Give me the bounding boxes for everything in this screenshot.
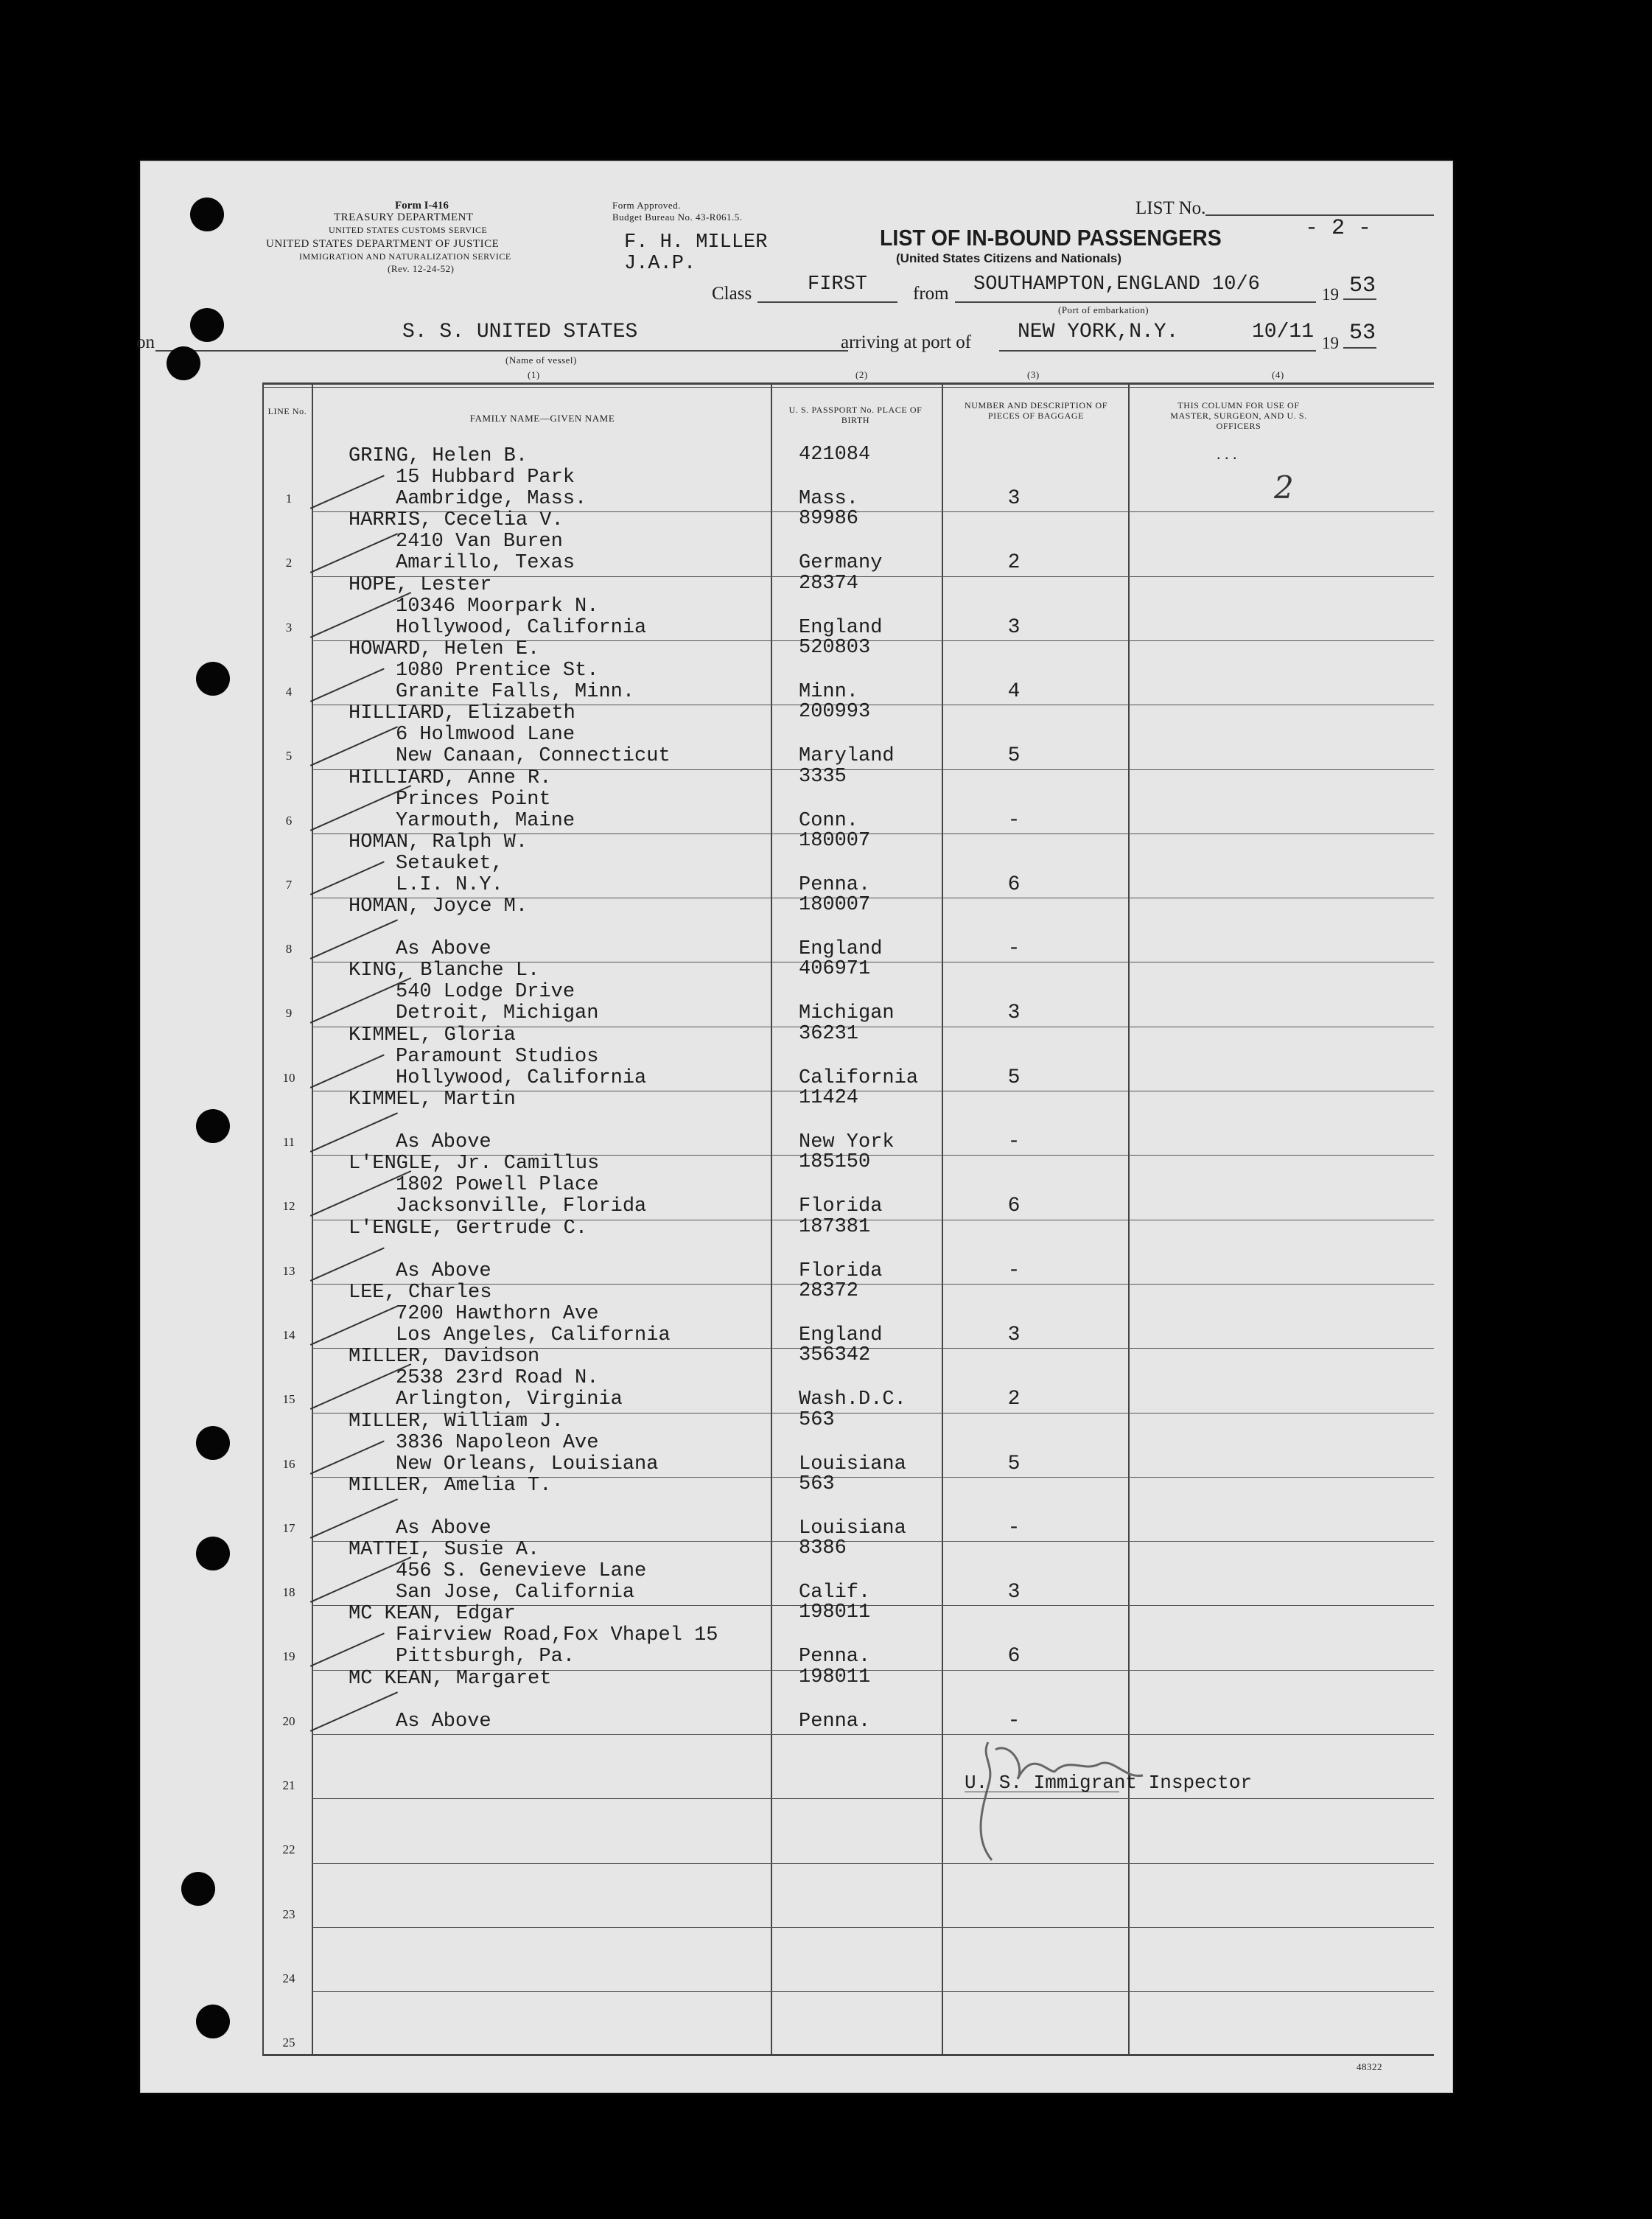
place-of-birth: Penna. (799, 873, 871, 896)
place-of-birth: Calif. (799, 1582, 871, 1604)
baggage-count: 6 (1007, 1195, 1021, 1218)
check-mark (310, 726, 399, 766)
typed-name-officer: F. H. MILLER (624, 231, 768, 254)
place-of-birth: Maryland (799, 745, 895, 768)
on-label: on (136, 332, 155, 352)
line-number: 2 (285, 556, 293, 570)
passenger-name: MC KEAN, Margaret (349, 1667, 552, 1690)
passport-number: 563 (799, 1408, 835, 1431)
col-num-4: (4) (1272, 369, 1284, 380)
check-mark (310, 1440, 385, 1475)
year1-underline (1343, 298, 1376, 300)
passenger-address: Princes Point (396, 788, 551, 811)
baggage-count: 5 (1007, 1452, 1021, 1475)
col-num-3: (3) (1027, 369, 1040, 380)
passenger-name: MATTEI, Susie A. (349, 1539, 540, 1562)
arrival-date: 10/11 (1252, 321, 1315, 343)
passenger-city: San Jose, California (396, 1582, 635, 1604)
col-num-2: (2) (855, 369, 868, 380)
document-subtitle: (United States Citizens and Nationals) (896, 251, 1122, 265)
passenger-city: Yarmouth, Maine (396, 809, 575, 832)
passport-number: 520803 (799, 636, 871, 659)
row-separator (312, 1927, 1434, 1928)
binder-hole (190, 308, 224, 342)
passport-number: 8386 (799, 1537, 847, 1560)
col-num-1: (1) (528, 369, 540, 380)
row-separator (312, 1991, 1434, 1992)
customs-service: UNITED STATES CUSTOMS SERVICE (329, 225, 488, 235)
vessel-name: S. S. UNITED STATES (402, 321, 638, 343)
row-separator (312, 1734, 1434, 1735)
line-number: 9 (285, 1006, 293, 1021)
header-name: FAMILY NAME—GIVEN NAME (469, 413, 615, 424)
class-underline (757, 301, 897, 303)
place-of-birth: New York (799, 1131, 895, 1153)
place-of-birth: Penna. (799, 1646, 871, 1668)
list-number: - 2 - (1305, 216, 1372, 241)
line-number: 4 (285, 684, 293, 699)
passport-number: 180007 (799, 829, 871, 852)
line-number: 18 (282, 1585, 295, 1600)
year-embarkation: 53 (1349, 273, 1376, 298)
passenger-name: LEE, Charles (349, 1281, 492, 1304)
passenger-name: MILLER, William J. (349, 1410, 564, 1433)
from-label: from (913, 284, 949, 304)
passenger-address: 540 Lodge Drive (396, 981, 575, 1004)
check-mark (310, 861, 385, 895)
passenger-city: L.I. N.Y. (396, 873, 503, 896)
line-number: 6 (285, 813, 293, 828)
passport-number: 89986 (799, 508, 859, 531)
class-label: Class (712, 284, 752, 304)
list-number-label: LIST No. (1135, 198, 1206, 218)
baggage-count: 3 (1007, 1002, 1021, 1025)
vessel-underline (155, 350, 848, 352)
line-number: 17 (282, 1520, 295, 1535)
document-title: LIST OF IN-BOUND PASSENGERS (880, 225, 1222, 251)
baggage-count: 3 (1007, 487, 1021, 510)
passenger-name: HOMAN, Joyce M. (349, 895, 528, 918)
passenger-name: GRING, Helen B. (349, 445, 528, 467)
passenger-address: Setauket, (396, 852, 503, 875)
place-of-birth: Florida (799, 1195, 883, 1218)
baggage-count: 3 (1007, 1581, 1021, 1604)
check-mark (310, 919, 399, 960)
passenger-name: KIMMEL, Gloria (349, 1024, 516, 1046)
passport-number: 28372 (799, 1279, 859, 1302)
place-of-birth: Mass. (799, 488, 859, 510)
check-mark (310, 1633, 385, 1668)
inspector-label: U. S. Immigrant Inspector (965, 1772, 1253, 1794)
line-number: 22 (282, 1842, 295, 1857)
passenger-name: HILLIARD, Elizabeth (349, 702, 575, 725)
check-mark (310, 475, 385, 509)
row-separator (312, 1798, 1434, 1799)
check-mark (310, 1498, 399, 1539)
officer-mark: 2 (1274, 469, 1294, 506)
line-number: 25 (282, 2035, 295, 2050)
baggage-count: 3 (1007, 1323, 1021, 1346)
baggage-count: 4 (1007, 679, 1021, 703)
place-of-birth: Conn. (799, 809, 859, 832)
passenger-name: MILLER, Davidson (349, 1346, 540, 1369)
port-of-embarkation: SOUTHAMPTON,ENGLAND 10/6 (973, 273, 1260, 296)
line-number: 19 (282, 1649, 295, 1664)
place-of-birth: Penna. (799, 1710, 871, 1733)
passport-number: 421084 (799, 444, 871, 466)
place-of-birth: California (799, 1066, 919, 1089)
baggage-count: - (1007, 937, 1021, 961)
check-mark (310, 1247, 385, 1282)
passenger-name: KIMMEL, Martin (349, 1088, 516, 1111)
line-number: 15 (282, 1392, 295, 1407)
line-number: 16 (282, 1456, 295, 1471)
passenger-city: As Above (396, 1710, 491, 1733)
passenger-name: KING, Blanche L. (349, 960, 540, 982)
binder-hole (196, 662, 230, 696)
row-separator (312, 1863, 1434, 1864)
place-of-birth: England (799, 1324, 883, 1346)
baggage-count: 2 (1007, 1388, 1021, 1411)
line-number: 12 (282, 1199, 295, 1214)
budget-bureau: Budget Bureau No. 43-R061.5. (612, 212, 743, 223)
passenger-address: Paramount Studios (396, 1045, 599, 1068)
baggage-count: 6 (1007, 1645, 1021, 1668)
passenger-name: HARRIS, Cecelia V. (349, 509, 564, 532)
table-top-line-2 (262, 387, 1434, 388)
baggage-count: 5 (1007, 1066, 1021, 1089)
passenger-name: HILLIARD, Anne R. (349, 766, 552, 789)
passenger-city: As Above (396, 1517, 491, 1540)
passenger-city: Amarillo, Texas (396, 552, 575, 575)
place-of-birth: England (799, 616, 883, 639)
passenger-address: 6 Holmwood Lane (396, 724, 575, 747)
passport-number: 406971 (799, 958, 871, 981)
port-of-arrival: NEW YORK,N.Y. (1018, 321, 1179, 343)
place-of-birth: Florida (799, 1259, 883, 1282)
place-of-birth: Louisiana (799, 1517, 906, 1540)
passenger-address: 1080 Prentice St. (396, 659, 599, 682)
manifest-page (136, 161, 1453, 2093)
baggage-count: 6 (1007, 873, 1021, 896)
binder-hole (196, 2005, 230, 2038)
typed-initials: J.A.P. (624, 253, 696, 275)
table-bottom-line (262, 2054, 1434, 2056)
passport-number: 180007 (799, 894, 871, 917)
class-value: FIRST (808, 273, 868, 296)
passenger-name: L'ENGLE, Jr. Camillus (349, 1153, 600, 1175)
passport-number: 187381 (799, 1215, 871, 1238)
baggage-count: - (1007, 1259, 1021, 1282)
passenger-city: Granite Falls, Minn. (396, 680, 635, 703)
year-prefix-1: 19 (1322, 285, 1339, 304)
passenger-city: Hollywood, California (396, 616, 647, 639)
passport-number: 36231 (799, 1022, 859, 1045)
baggage-count: 3 (1007, 615, 1021, 639)
officer-dots: . . . (1217, 444, 1237, 463)
form-identifier: 48322 (1357, 2061, 1382, 2072)
place-of-birth: England (799, 938, 883, 961)
passenger-name: HOWARD, Helen E. (349, 637, 540, 660)
year2-underline (1343, 347, 1376, 349)
passenger-city: Pittsburgh, Pa. (396, 1646, 575, 1668)
passenger-name: L'ENGLE, Gertrude C. (349, 1217, 588, 1240)
check-mark (310, 668, 385, 702)
from-underline (955, 301, 1316, 303)
place-of-birth: Louisiana (799, 1453, 906, 1475)
passenger-city: Jacksonville, Florida (396, 1195, 647, 1218)
passenger-address: 456 S. Genevieve Lane (396, 1560, 647, 1583)
passport-number: 185150 (799, 1151, 871, 1174)
passenger-city: Detroit, Michigan (396, 1002, 599, 1025)
line-number: 11 (282, 1135, 295, 1149)
passenger-city: Arlington, Virginia (396, 1388, 623, 1411)
place-of-birth: Germany (799, 552, 883, 575)
passenger-city: As Above (396, 1131, 491, 1153)
port-embarkation-caption: (Port of embarkation) (1058, 304, 1149, 315)
passenger-name: MILLER, Amelia T. (349, 1474, 552, 1497)
passenger-address: 7200 Hawthorn Ave (396, 1302, 599, 1325)
baggage-count: - (1007, 1516, 1021, 1540)
treasury-department: TREASURY DEPARTMENT (334, 212, 474, 223)
table-top-line (262, 382, 1434, 385)
passport-number: 356342 (799, 1344, 871, 1367)
passport-number: 3335 (799, 765, 847, 788)
binder-hole (196, 1537, 230, 1570)
line-number: 3 (285, 620, 293, 635)
passenger-address: 1802 Powell Place (396, 1174, 599, 1197)
passenger-address: 2538 23rd Road N. (396, 1367, 599, 1390)
check-mark (310, 1691, 399, 1732)
check-mark (310, 1305, 399, 1346)
place-of-birth: Wash.D.C. (799, 1388, 906, 1411)
binder-hole (190, 198, 224, 231)
passport-number: 563 (799, 1472, 835, 1495)
header-line-no: LINE No. (267, 406, 307, 416)
place-of-birth: Minn. (799, 680, 859, 703)
header-passport: U. S. PASSPORT No. PLACE OF BIRTH (788, 405, 923, 425)
passenger-city: New Canaan, Connecticut (396, 745, 671, 768)
passenger-address: Fairview Road,Fox Vhapel 15 (396, 1624, 718, 1647)
year-prefix-2: 19 (1322, 334, 1339, 352)
passenger-address: 10346 Moorpark N. (396, 595, 599, 618)
header-baggage: NUMBER AND DESCRIPTION OF PIECES OF BAGGAGE (964, 400, 1108, 421)
line-number: 21 (282, 1778, 295, 1792)
line-number: 7 (285, 877, 293, 892)
form-number: Form I-416 (395, 200, 449, 212)
ins-service: IMMIGRATION AND NATURALIZATION SERVICE (299, 251, 511, 262)
passenger-city: Los Angeles, California (396, 1324, 671, 1346)
binder-hole (196, 1109, 230, 1143)
line-number: 8 (285, 942, 293, 957)
line-number: 1 (285, 492, 293, 506)
passenger-city: Hollywood, California (396, 1066, 647, 1089)
binder-hole (196, 1426, 230, 1460)
passenger-name: HOMAN, Ralph W. (349, 831, 528, 853)
line-number: 5 (285, 749, 293, 763)
passenger-city: As Above (396, 938, 491, 961)
year-arrival: 53 (1349, 321, 1376, 346)
baggage-count: 2 (1007, 551, 1021, 575)
baggage-count: - (1007, 1131, 1021, 1153)
baggage-count: 5 (1007, 744, 1021, 768)
arriving-label: arriving at port of (841, 332, 972, 352)
passport-number: 200993 (799, 701, 871, 724)
passport-number: 28374 (799, 572, 859, 595)
arrival-underline (999, 350, 1316, 352)
line-number: 10 (282, 1070, 295, 1085)
passport-number: 198011 (799, 1601, 871, 1624)
table-left-border (262, 382, 264, 2055)
binder-hole (181, 1872, 215, 1906)
place-of-birth: Michigan (799, 1002, 895, 1025)
passenger-name: HOPE, Lester (349, 573, 492, 596)
inspector-signature (966, 1720, 1150, 1882)
passenger-city: Aambridge, Mass. (396, 488, 587, 510)
vessel-caption: (Name of vessel) (505, 354, 577, 366)
line-number: 13 (282, 1263, 295, 1278)
line-number: 23 (282, 1907, 295, 1921)
passport-number: 11424 (799, 1087, 859, 1109)
passport-number: 198011 (799, 1666, 871, 1688)
passenger-city: New Orleans, Louisiana (396, 1453, 659, 1475)
check-mark (310, 534, 399, 574)
passenger-name: MC KEAN, Edgar (349, 1603, 516, 1626)
form-approved: Form Approved. (612, 200, 681, 211)
form-revision: (Rev. 12-24-52) (388, 263, 455, 274)
check-mark (310, 1054, 385, 1088)
passenger-city: As Above (396, 1259, 491, 1282)
passenger-address: 15 Hubbard Park (396, 466, 575, 489)
check-mark (310, 1112, 399, 1153)
header-officers: THIS COLUMN FOR USE OF MASTER, SURGEON, AND U. S. OFFICERS (1170, 400, 1307, 431)
line-number: 24 (282, 1971, 295, 1985)
passenger-address: 2410 Van Buren (396, 531, 563, 553)
line-number: 14 (282, 1327, 295, 1342)
baggage-count: - (1007, 1709, 1021, 1733)
binder-hole (167, 346, 200, 380)
justice-department: UNITED STATES DEPARTMENT OF JUSTICE (266, 238, 500, 250)
line-number: 20 (282, 1713, 295, 1728)
passenger-address: 3836 Napoleon Ave (396, 1431, 599, 1454)
baggage-count: - (1007, 808, 1021, 832)
